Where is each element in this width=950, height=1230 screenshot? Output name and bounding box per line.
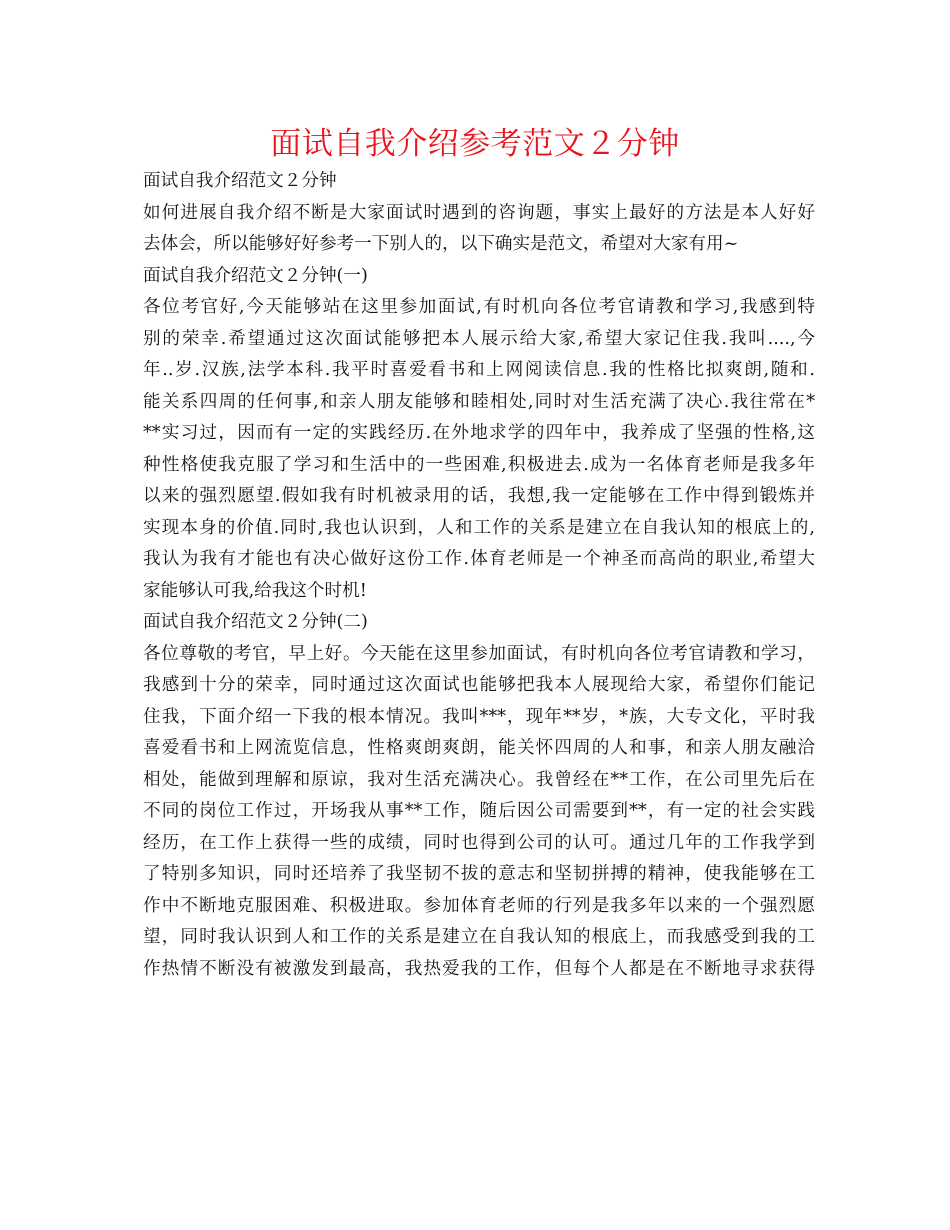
paragraph-line: 不同的岗位工作过，开场我从事**工作，随后因公司需要到**，有一定的社会实践 [143,801,815,821]
paragraph-line: 家能够认可我,给我这个时机! [143,580,367,601]
paragraph-line: 住我，下面介绍一下我的根本情况。我叫***，现年**岁，*族，大专文化，平时我 [143,706,815,727]
paragraph-line: 望，同时我认识到人和工作的关系是建立在自我认知的根底上，而我感受到我的工 [143,927,815,947]
paragraph-line: 各位考官好,今天能够站在这里参加面试,有时机向各位考官请教和学习,我感到特 [143,297,815,317]
section-heading: 面试自我介绍范文２分钟(一) [143,265,368,286]
paragraph-line: 作热情不断没有被激发到最高，我热爱我的工作，但每个人都是在不断地寻求获得 [143,958,815,979]
document-title: 面试自我介绍参考范文２分钟 [270,126,680,162]
paragraph-line: 各位尊敬的考官，早上好。今天能在这里参加面试，有时机向各位考官请教和学习， [143,643,815,664]
paragraph-line: 我感到十分的荣幸，同时通过这次面试也能够把我本人展现给大家，希望你们能记 [143,675,815,695]
paragraph-line: 作中不断地克服困难、积极进取。参加体育老师的行列是我多年以来的一个强烈愿 [143,895,815,916]
paragraph-line: 种性格使我克服了学习和生活中的一些困难,积极进去.成为一名体育老师是我多年 [143,454,815,475]
paragraph-line: **实习过，因而有一定的实践经历.在外地求学的四年中，我养成了坚强的性格,这 [143,423,815,443]
paragraph-line: 能关系四周的任何事,和亲人朋友能够和睦相处,同时对生活充满了决心.我往常在* [143,391,815,412]
paragraph-line: 经历，在工作上获得一些的成绩，同时也得到公司的认可。通过几年的工作我学到 [143,832,815,853]
paragraph-line: 年..岁.汉族,法学本科.我平时喜爱看书和上网阅读信息.我的性格比拟爽朗,随和. [143,360,815,380]
section-heading: 面试自我介绍范文２分钟(二) [143,612,368,632]
paragraph-line: 相处，能做到理解和原谅，我对生活充满决心。我曾经在**工作，在公司里先后在 [143,769,815,790]
section-heading: 面试自我介绍范文２分钟 [143,171,337,191]
paragraph-line: 如何进展自我介绍不断是大家面试时遇到的咨询题，事实上最好的方法是本人好好 [143,202,815,223]
paragraph-line: 以来的强烈愿望.假如我有时机被录用的话，我想,我一定能够在工作中得到锻炼并 [143,486,815,506]
paragraph-line: 了特别多知识，同时还培养了我坚韧不拔的意志和坚韧拼搏的精神，使我能够在工 [143,864,815,884]
document-body [143,166,815,985]
paragraph-line: 去体会，所以能够好好参考一下别人的，以下确实是范文，希望对大家有用~ [143,234,739,254]
paragraph-line: 我认为我有才能也有决心做好这份工作.体育老师是一个神圣而高尚的职业,希望大 [143,549,815,569]
paragraph-line: 喜爱看书和上网流览信息，性格爽朗爽朗，能关怀四周的人和事，和亲人朋友融洽 [143,738,815,758]
paragraph-line: 实现本身的价值.同时,我也认识到，人和工作的关系是建立在自我认知的根底上的, [143,517,815,538]
paragraph-line: 别的荣幸.希望通过这次面试能够把本人展示给大家,希望大家记住我.我叫....,今 [143,328,815,349]
